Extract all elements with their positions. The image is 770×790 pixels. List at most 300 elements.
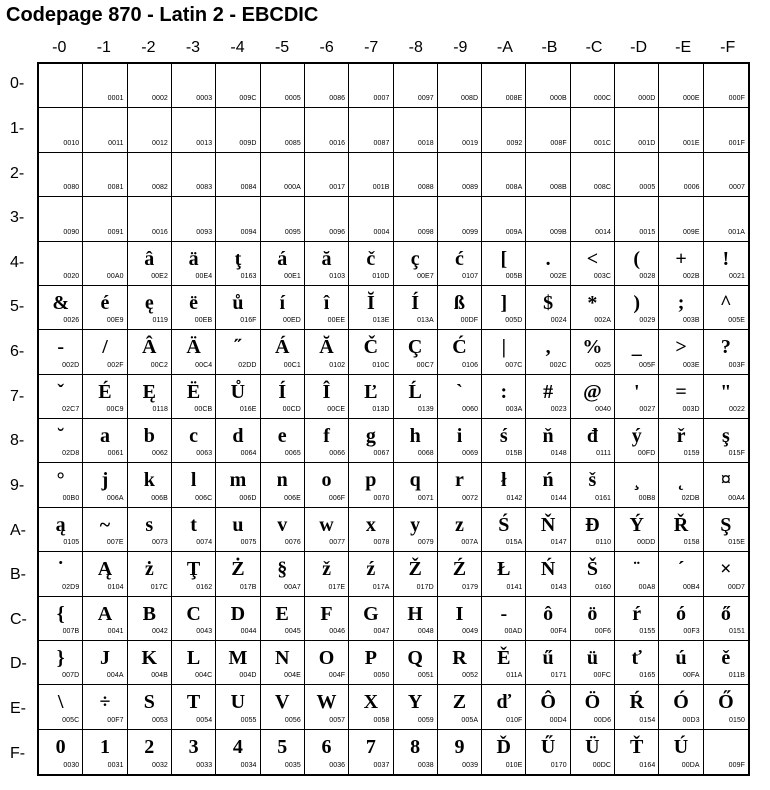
cell-glyph: ŕ	[632, 602, 642, 625]
column-header: -5	[274, 39, 290, 56]
cell-unicode-code: 0110	[595, 539, 612, 547]
code-cell	[128, 197, 172, 241]
cell-unicode-code: 0088	[417, 184, 434, 192]
code-cell	[615, 508, 659, 552]
cell-unicode-code: 001D	[638, 139, 656, 147]
cell-unicode-code: 0058	[373, 716, 390, 724]
cell-unicode-code: 0147	[550, 539, 567, 547]
code-cell	[83, 197, 127, 241]
code-cell	[615, 419, 659, 463]
cell-glyph: ź	[366, 558, 376, 581]
cell-glyph: L	[186, 646, 201, 669]
cell-unicode-code: 0039	[462, 762, 479, 769]
cell-glyph: P	[364, 646, 377, 669]
code-cell	[83, 508, 127, 552]
column-header: -3	[185, 39, 201, 56]
cell-glyph: Ą	[97, 558, 113, 581]
column-header: -C	[585, 39, 603, 56]
cell-glyph: Y	[407, 691, 423, 714]
code-cell	[704, 375, 748, 419]
cell-unicode-code: 0045	[284, 627, 301, 635]
cell-glyph: Ä	[186, 336, 201, 359]
code-cell	[216, 463, 260, 507]
cell-glyph: ţ	[234, 247, 242, 270]
cell-glyph: ¸	[633, 469, 641, 492]
cell-unicode-code: 0091	[107, 228, 124, 236]
cell-unicode-code: 00B4	[682, 583, 700, 591]
code-cell	[83, 552, 127, 596]
code-cell	[394, 508, 438, 552]
cell-unicode-code: 0052	[462, 672, 479, 680]
cell-unicode-code: 003E	[682, 361, 700, 369]
column-header: -F	[720, 39, 736, 56]
cell-unicode-code: 0103	[329, 272, 346, 280]
cell-glyph: Ń	[540, 558, 556, 581]
cell-glyph: Ş	[720, 513, 732, 536]
code-cell	[438, 508, 482, 552]
cell-glyph: ă	[321, 247, 332, 270]
cell-glyph: {	[56, 602, 65, 625]
cell-unicode-code: 00C9	[106, 406, 124, 413]
cell-unicode-code: 006F	[328, 494, 346, 502]
cell-glyph: j	[101, 469, 109, 492]
cell-unicode-code: 0015	[639, 228, 656, 236]
code-cell	[83, 153, 127, 197]
code-cell	[571, 286, 615, 330]
cell-unicode-code: 0143	[550, 583, 567, 591]
cell-unicode-code: 0035	[284, 762, 301, 769]
cell-unicode-code: 00E1	[284, 272, 301, 280]
cell-glyph: Ë	[186, 380, 201, 403]
cell-glyph: \	[57, 691, 64, 714]
column-header: -2	[141, 39, 156, 56]
cell-unicode-code: 0096	[329, 228, 346, 236]
code-cell	[438, 463, 482, 507]
cell-unicode-code: 0090	[63, 228, 80, 236]
code-cell	[349, 597, 393, 641]
cell-glyph: é	[100, 291, 110, 314]
cell-unicode-code: 0006	[683, 184, 700, 192]
page-title: Codepage 870 - Latin 2 - EBCDIC	[6, 4, 319, 26]
code-cell	[482, 286, 526, 330]
cell-unicode-code: 003D	[682, 406, 700, 413]
cell-unicode-code: 0107	[462, 272, 479, 280]
cell-glyph: š	[588, 469, 597, 492]
code-cell	[659, 685, 703, 729]
cell-unicode-code: 0099	[462, 228, 479, 236]
cell-unicode-code: 007A	[461, 539, 479, 547]
cell-glyph: Ů	[230, 380, 246, 403]
code-cell	[216, 375, 260, 419]
row-header: 0-	[10, 75, 25, 93]
code-cell	[128, 463, 172, 507]
column-header: -7	[364, 39, 379, 56]
cell-unicode-code: 005E	[728, 317, 745, 325]
code-cell	[128, 419, 172, 463]
cell-unicode-code: 015F	[728, 450, 745, 458]
code-cell	[394, 197, 438, 241]
cell-glyph: o	[321, 469, 332, 492]
cell-unicode-code: 0094	[240, 228, 257, 236]
cell-unicode-code: 0007	[373, 95, 390, 103]
cell-unicode-code: 0059	[417, 716, 434, 724]
code-cell	[128, 730, 172, 774]
cell-glyph: K	[141, 646, 158, 669]
code-cell	[261, 197, 305, 241]
cell-glyph: Î	[322, 380, 331, 403]
cell-unicode-code: 0164	[639, 762, 656, 769]
cell-unicode-code: 0002	[151, 95, 168, 103]
cell-glyph: m	[229, 469, 247, 492]
code-cell	[305, 508, 349, 552]
cell-unicode-code: 0024	[550, 317, 567, 325]
cell-unicode-code: 00DC	[592, 762, 612, 769]
code-cell	[39, 330, 83, 374]
code-cell	[39, 685, 83, 729]
code-cell	[482, 64, 526, 108]
cell-glyph: ą	[55, 513, 66, 536]
cell-unicode-code: 001E	[682, 139, 700, 147]
code-cell	[349, 730, 393, 774]
code-cell	[615, 64, 659, 108]
code-cell	[438, 641, 482, 685]
cell-unicode-code: 0063	[196, 450, 213, 458]
cell-unicode-code: 017A	[372, 583, 390, 591]
cell-glyph: Í	[278, 380, 287, 403]
cell-unicode-code: 00C1	[283, 361, 301, 369]
code-cell	[305, 375, 349, 419]
code-cell	[526, 330, 570, 374]
code-cell	[571, 153, 615, 197]
code-cell	[571, 64, 615, 108]
code-cell	[615, 641, 659, 685]
cell-unicode-code: 0065	[284, 450, 301, 458]
cell-unicode-code: 003A	[505, 406, 523, 413]
code-cell	[172, 375, 216, 419]
code-cell	[216, 685, 260, 729]
cell-glyph: Ľ	[364, 380, 378, 403]
cell-glyph: 7	[365, 735, 376, 758]
cell-glyph: ë	[189, 291, 199, 314]
cell-unicode-code: 0104	[107, 583, 124, 591]
cell-glyph: ~	[99, 513, 111, 536]
code-cell	[39, 730, 83, 774]
cell-unicode-code: 0141	[506, 583, 523, 591]
cell-unicode-code: 0075	[240, 539, 257, 547]
cell-glyph: 6	[321, 735, 332, 758]
code-cell	[659, 463, 703, 507]
row-header: D-	[10, 655, 27, 673]
code-cell	[571, 463, 615, 507]
code-cell	[438, 685, 482, 729]
column-header: -B	[541, 39, 558, 56]
code-cell	[349, 375, 393, 419]
cell-unicode-code: 0144	[550, 494, 567, 502]
cell-unicode-code: 0105	[63, 539, 80, 547]
cell-unicode-code: 0139	[417, 406, 434, 413]
cell-unicode-code: 006D	[239, 494, 257, 502]
cell-unicode-code: 0083	[196, 184, 213, 192]
code-cell	[438, 330, 482, 374]
code-cell	[482, 153, 526, 197]
codepage-grid	[37, 62, 750, 776]
row-header: C-	[10, 610, 27, 628]
code-cell	[305, 641, 349, 685]
code-cell	[659, 375, 703, 419]
code-cell	[482, 108, 526, 152]
cell-glyph: Ź	[452, 558, 467, 581]
cell-unicode-code: 000D	[638, 95, 656, 103]
code-cell	[39, 242, 83, 286]
cell-unicode-code: 0068	[417, 450, 434, 458]
cell-glyph: :	[500, 380, 508, 403]
cell-unicode-code: 0055	[240, 716, 257, 724]
cell-unicode-code: 00CE	[327, 406, 346, 413]
cell-unicode-code: 0086	[329, 95, 346, 103]
cell-unicode-code: 016F	[240, 317, 257, 325]
cell-unicode-code: 0078	[373, 539, 390, 547]
cell-unicode-code: 0030	[63, 762, 80, 769]
cell-unicode-code: 00DD	[637, 539, 656, 547]
cell-glyph: q	[409, 469, 421, 492]
cell-unicode-code: 00DF	[460, 317, 479, 325]
cell-glyph: Ö	[584, 691, 601, 714]
cell-unicode-code: 0022	[729, 406, 745, 413]
cell-unicode-code: 0073	[151, 539, 168, 547]
cell-glyph: +	[675, 247, 687, 270]
column-header: -6	[319, 39, 334, 56]
cell-glyph: Q	[407, 646, 423, 669]
code-cell	[438, 419, 482, 463]
cell-unicode-code: 0062	[151, 450, 168, 458]
cell-glyph: @	[583, 380, 602, 403]
cell-unicode-code: 0007	[729, 184, 745, 192]
cell-glyph: U	[230, 691, 246, 714]
cell-unicode-code: 003F	[728, 361, 745, 369]
cell-unicode-code: 009B	[550, 228, 567, 236]
cell-glyph: Ď	[496, 735, 511, 758]
cell-glyph: V	[274, 691, 290, 714]
code-cell	[571, 597, 615, 641]
code-cell	[83, 685, 127, 729]
code-cell	[128, 552, 172, 596]
code-cell	[349, 552, 393, 596]
cell-unicode-code: 0033	[196, 762, 213, 769]
code-cell	[83, 64, 127, 108]
cell-unicode-code: 002D	[62, 361, 80, 369]
cell-unicode-code: 0148	[550, 450, 567, 458]
cell-glyph: ˛	[677, 469, 685, 492]
cell-glyph: '	[633, 380, 640, 403]
cell-glyph: p	[365, 469, 377, 492]
cell-glyph: ó	[676, 602, 687, 625]
cell-glyph: Ú	[673, 735, 689, 758]
cell-unicode-code: 0042	[151, 627, 168, 635]
code-cell	[659, 108, 703, 152]
cell-glyph: Ô	[540, 691, 556, 714]
cell-glyph: ş	[721, 425, 730, 447]
cell-unicode-code: 002A	[594, 317, 612, 325]
cell-glyph: F	[320, 602, 333, 625]
cell-unicode-code: 0018	[417, 139, 434, 147]
code-cell	[39, 641, 83, 685]
cell-unicode-code: 002E	[550, 272, 567, 280]
code-cell	[571, 641, 615, 685]
cell-glyph: !	[722, 247, 730, 270]
code-cell	[482, 552, 526, 596]
cell-glyph: .	[545, 247, 551, 270]
cell-unicode-code: 00F7	[107, 716, 124, 724]
cell-unicode-code: 00D7	[727, 583, 745, 591]
cell-unicode-code: 0038	[417, 762, 434, 769]
cell-unicode-code: 0084	[240, 184, 257, 192]
code-cell	[305, 552, 349, 596]
code-cell	[704, 197, 748, 241]
code-cell	[526, 730, 570, 774]
cell-glyph: Ó	[673, 691, 689, 714]
code-cell	[571, 508, 615, 552]
cell-unicode-code: 015B	[505, 450, 523, 458]
code-cell	[571, 419, 615, 463]
code-cell	[261, 685, 305, 729]
cell-unicode-code: 0119	[152, 317, 168, 325]
code-cell	[704, 552, 748, 596]
cell-unicode-code: 004C	[195, 672, 213, 680]
cell-unicode-code: 00B8	[638, 494, 656, 502]
cell-unicode-code: 006B	[151, 494, 168, 502]
cell-unicode-code: 009D	[239, 139, 257, 147]
code-cell	[216, 419, 260, 463]
cell-unicode-code: 0016	[151, 228, 168, 236]
cell-unicode-code: 0003	[196, 95, 213, 103]
cell-glyph: S	[143, 691, 155, 714]
cell-unicode-code: 00E9	[106, 317, 124, 325]
cell-unicode-code: 00ED	[282, 317, 301, 325]
code-cell	[128, 153, 172, 197]
code-cell	[659, 641, 703, 685]
cell-glyph: G	[363, 602, 379, 625]
cell-glyph: R	[452, 646, 467, 669]
code-cell	[571, 685, 615, 729]
code-cell	[615, 375, 659, 419]
cell-glyph: Ě	[497, 646, 511, 669]
cell-unicode-code: 0005	[639, 184, 656, 192]
cell-glyph: ś	[499, 425, 508, 447]
column-header: -E	[675, 39, 692, 56]
code-cell	[216, 508, 260, 552]
cell-glyph: ;	[677, 291, 685, 314]
code-cell	[172, 108, 216, 152]
row-header: 8-	[10, 432, 25, 450]
code-cell	[482, 197, 526, 241]
cell-glyph: ç	[410, 247, 420, 270]
code-cell	[39, 508, 83, 552]
cell-glyph: Ă	[319, 336, 334, 359]
column-header: -D	[630, 39, 648, 56]
code-cell	[526, 685, 570, 729]
cell-glyph: t	[190, 513, 197, 536]
cell-glyph: Š	[586, 558, 598, 581]
code-cell	[349, 153, 393, 197]
code-cell	[83, 730, 127, 774]
code-cell	[394, 730, 438, 774]
cell-glyph: ˘	[57, 425, 64, 447]
cell-glyph: M	[228, 646, 248, 669]
cell-glyph: k	[143, 469, 155, 492]
code-cell	[482, 641, 526, 685]
code-cell	[83, 463, 127, 507]
cell-unicode-code: 00A0	[106, 272, 124, 280]
code-cell	[349, 197, 393, 241]
code-cell	[571, 242, 615, 286]
code-cell	[482, 375, 526, 419]
cell-unicode-code: 0044	[240, 627, 257, 635]
cell-unicode-code: 0076	[284, 539, 301, 547]
cell-glyph: Ţ	[186, 558, 201, 581]
cell-unicode-code: 0043	[196, 627, 213, 635]
code-cell	[526, 64, 570, 108]
cell-glyph: Ę	[142, 380, 156, 403]
cell-glyph: Ż	[231, 558, 245, 581]
code-cell	[659, 552, 703, 596]
code-cell	[394, 419, 438, 463]
cell-glyph: r	[455, 469, 464, 492]
code-cell	[261, 641, 305, 685]
cell-unicode-code: 0032	[151, 762, 168, 769]
cell-unicode-code: 002F	[107, 361, 124, 369]
cell-unicode-code: 008C	[593, 184, 612, 192]
cell-unicode-code: 0093	[196, 228, 213, 236]
cell-glyph: Ü	[585, 735, 600, 758]
cell-unicode-code: 02DD	[238, 361, 257, 369]
cell-glyph: (	[633, 247, 641, 270]
cell-unicode-code: 010E	[505, 762, 523, 769]
code-cell	[216, 641, 260, 685]
code-cell	[704, 641, 748, 685]
row-header: 7-	[10, 387, 25, 405]
code-cell	[526, 242, 570, 286]
code-cell	[216, 730, 260, 774]
row-header: 2-	[10, 164, 25, 182]
code-cell	[172, 330, 216, 374]
cell-unicode-code: 007D	[62, 672, 80, 680]
code-cell	[571, 375, 615, 419]
cell-unicode-code: 0160	[595, 583, 612, 591]
code-cell	[482, 730, 526, 774]
code-cell	[261, 730, 305, 774]
cell-glyph: ^	[720, 291, 732, 314]
code-cell	[83, 108, 127, 152]
code-cell	[438, 108, 482, 152]
code-cell	[704, 242, 748, 286]
cell-glyph: O	[318, 646, 335, 669]
column-header: -9	[453, 39, 468, 56]
code-cell	[526, 153, 570, 197]
cell-unicode-code: 002C	[549, 361, 567, 369]
cell-unicode-code: 013E	[372, 317, 390, 325]
cell-unicode-code: 006E	[284, 494, 301, 502]
cell-glyph: ż	[144, 558, 154, 581]
cell-unicode-code: 0102	[329, 361, 346, 369]
cell-glyph: °	[56, 469, 65, 492]
cell-unicode-code: 0004	[373, 228, 390, 236]
cell-unicode-code: 00B0	[62, 494, 80, 502]
cell-unicode-code: 003B	[682, 317, 700, 325]
cell-unicode-code: 0085	[284, 139, 301, 147]
cell-glyph: >	[675, 336, 687, 359]
code-cell	[349, 242, 393, 286]
cell-unicode-code: 008B	[550, 184, 567, 192]
